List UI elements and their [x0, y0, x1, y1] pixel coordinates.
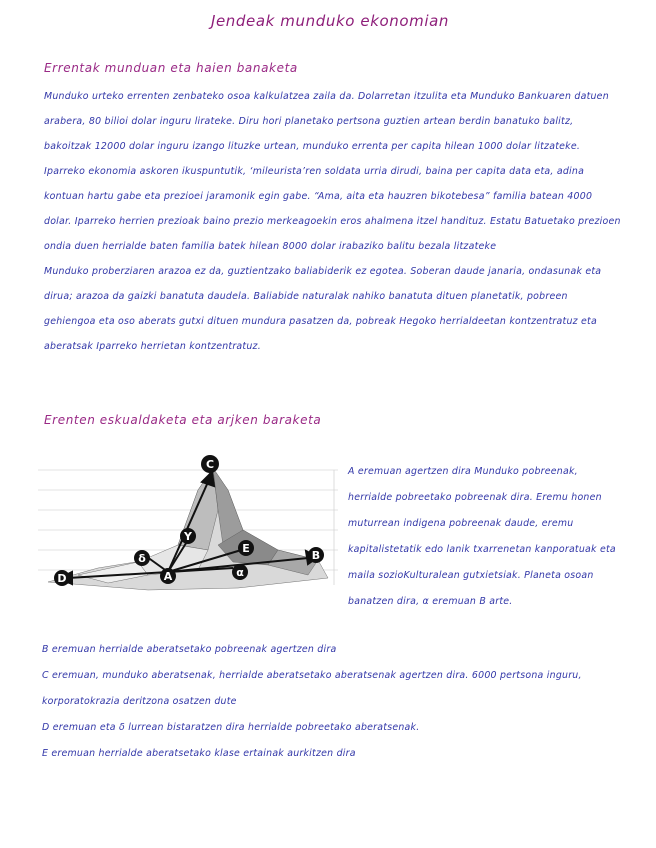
svg-text:A: A — [163, 570, 173, 583]
chart-label-b — [308, 547, 324, 563]
svg-text:B: B — [311, 549, 321, 562]
zone-line: D eremuan eta δ lurrean bistaratzen dira herrialde pobreetako aberatsenak. — [42, 722, 420, 733]
svg-text:Y: Y — [184, 530, 192, 543]
page-title: Jendeak munduko ekonomian — [210, 12, 450, 30]
svg-text:δ: δ — [138, 552, 146, 565]
svg-text:E: E — [242, 542, 250, 555]
section-heading-incomes: Errentak munduan eta haien banaketa — [44, 61, 298, 75]
paragraph: Munduko proberziaren arazoa ez da, guztientzako baliabiderik ez egotea. Soberan daude janaria, ondasunak eta dirua; arazoa da gaizki banatuta daudela. Baliabide naturalak nahiko banatuta dituen planetatik, pobreen gehiengoa eta oso aberats gutxi dituen mundura pasatzen da, pobreak Hegoko herrialdeetan kontzentratuz eta aberatsak Iparreko herrietan kontzentratuz. — [44, 266, 602, 352]
chart-label-d — [54, 570, 70, 586]
chart-label-y — [180, 528, 196, 544]
zone-line: E eremuan herrialde aberatsetako klase ertainak aurkitzen dira — [42, 748, 356, 759]
section-body-incomes — [44, 84, 622, 359]
chart-label-c — [201, 455, 219, 473]
chart-description: A eremuan agertzen dira Munduko pobreenak, herrialde pobreetako pobreenak dira. Eremu honen muturrean indigena pobreenak daude, eremu kapitalistetatik edo lanik txarrenetan kanporatuak eta maila sozioKulturalean gutxietsiak. Planeta osoan banatzen dira, α eremuan B arte. — [348, 466, 616, 607]
income-distribution-3d-chart — [38, 450, 338, 600]
paragraph: Iparreko ekonomia askoren ikuspuntutik, ‘mileurista’ren soldata urria dirudi, baina per capita data eta, adina kontuan hartu gabe eta prezioei jaramonik egin gabe. “Ama, aita eta hauzren bikotebesa” familia batean 4000 dolar. Iparreko herrien prezioak baino prezio merkeagoekin eros ahalmena itzel handituz. Estatu Batuetako prezioen ondia duen herrialde baten familia batek hilean 8000 dolar irabaziko balitu bezala litzateke — [44, 166, 621, 252]
chart-label-a — [160, 568, 176, 584]
zone-descriptions — [42, 637, 632, 767]
svg-text:α: α — [236, 566, 244, 579]
chart-label-e — [238, 540, 254, 556]
section-heading-distribution: Erenten eskualdaketa eta arjken baraketa — [44, 413, 322, 427]
paragraph: Munduko urteko errenten zenbateko osoa kalkulatzea zaila da. Dolarretan itzulita eta Munduko Bankuaren datuen arabera, 80 bilioi dolar inguru lirateke. Diru hori planetako pertsona guztien artean berdin banatuko balitz, bakoitzak 12000 dolar inguru izango lituzke urtean, munduko errenta per capita hilean 1000 dolar litzateke. — [44, 91, 609, 152]
zone-line: C eremuan, munduko aberatsenak, herrialde aberatsetako aberatsenak agertzen dira. 6000 pertsona inguru, korporatokrazia deritzona osatzen dute — [42, 670, 582, 707]
chart-label-alpha — [232, 564, 248, 580]
zone-line: B eremuan herrialde aberatsetako pobreenak agertzen dira — [42, 644, 337, 655]
svg-text:D: D — [57, 572, 67, 585]
svg-text:C: C — [205, 458, 215, 471]
chart-label-delta — [134, 550, 150, 566]
